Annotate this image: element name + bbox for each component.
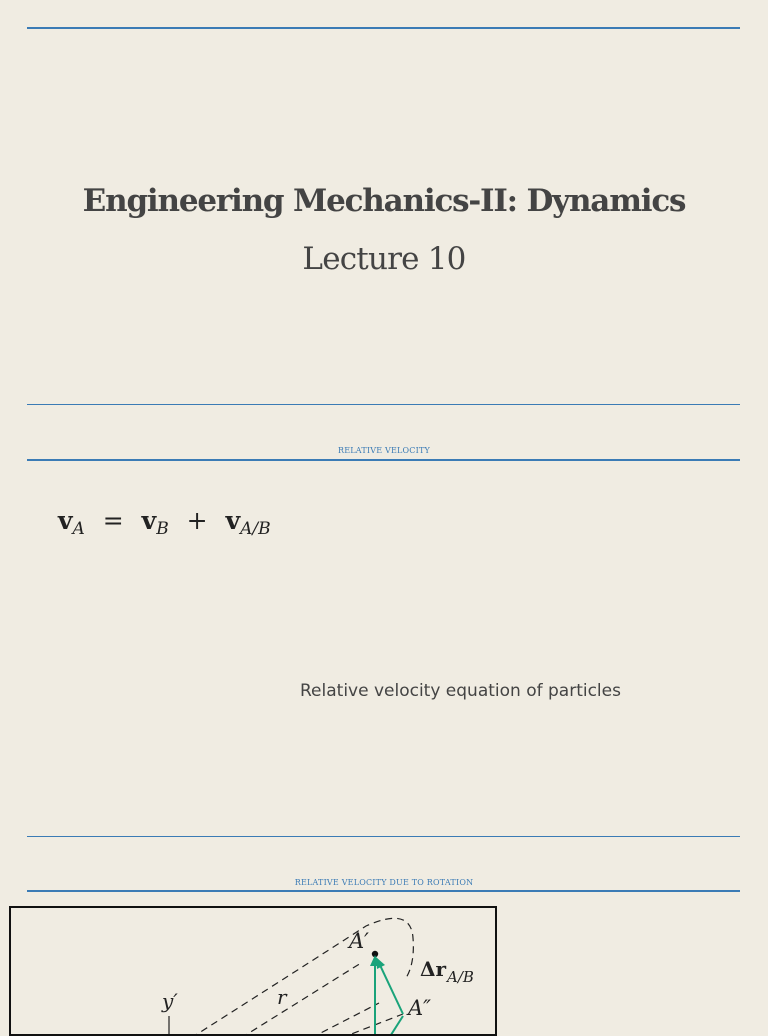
label-y-prime: y′: [162, 989, 178, 1013]
eq-term1-sub: B: [156, 519, 169, 539]
slide-divider: [27, 404, 740, 405]
label-a-double-prime: A″: [408, 996, 432, 1020]
section-title-relative-velocity: RELATIVE VELOCITY: [338, 446, 430, 455]
eq-term1-symbol: v: [141, 506, 157, 535]
rotation-diagram: [9, 906, 497, 1036]
dashed-radius-line: [241, 963, 361, 1036]
top-rule: [27, 27, 740, 29]
rotation-diagram-svg: [11, 908, 497, 1036]
eq-lhs-sub: A: [72, 519, 85, 539]
section-rule: [27, 459, 740, 461]
label-delta-r-sub: A/B: [447, 968, 474, 986]
eq-term2-symbol: v: [225, 506, 241, 535]
relative-velocity-equation: [58, 506, 271, 539]
eq-term2-sub: A/B: [240, 519, 271, 539]
label-r: r: [277, 985, 287, 1009]
section-rule: [27, 890, 740, 892]
dashed-radius-line-2: [341, 1014, 403, 1036]
lecture-subtitle: Lecture 10: [302, 241, 466, 277]
eq-plus: +: [186, 506, 208, 535]
arrow-delta-r: [379, 963, 403, 1014]
slide-divider: [27, 836, 740, 837]
eq-equals: =: [102, 506, 124, 535]
page-title: Engineering Mechanics-II: Dynamics: [82, 183, 686, 219]
section-title-relative-velocity-rotation: RELATIVE VELOCITY DUE TO ROTATION: [294, 878, 474, 887]
label-delta-r: Δr: [420, 957, 447, 981]
equation-caption: Relative velocity equation of particles: [300, 681, 621, 701]
dashed-path-inner: [311, 1003, 379, 1036]
dashed-path-outer: [191, 918, 413, 1036]
arrow-delta-r-head: [376, 957, 385, 969]
label-a-prime: A′: [349, 929, 369, 953]
eq-lhs-symbol: v: [58, 506, 73, 535]
